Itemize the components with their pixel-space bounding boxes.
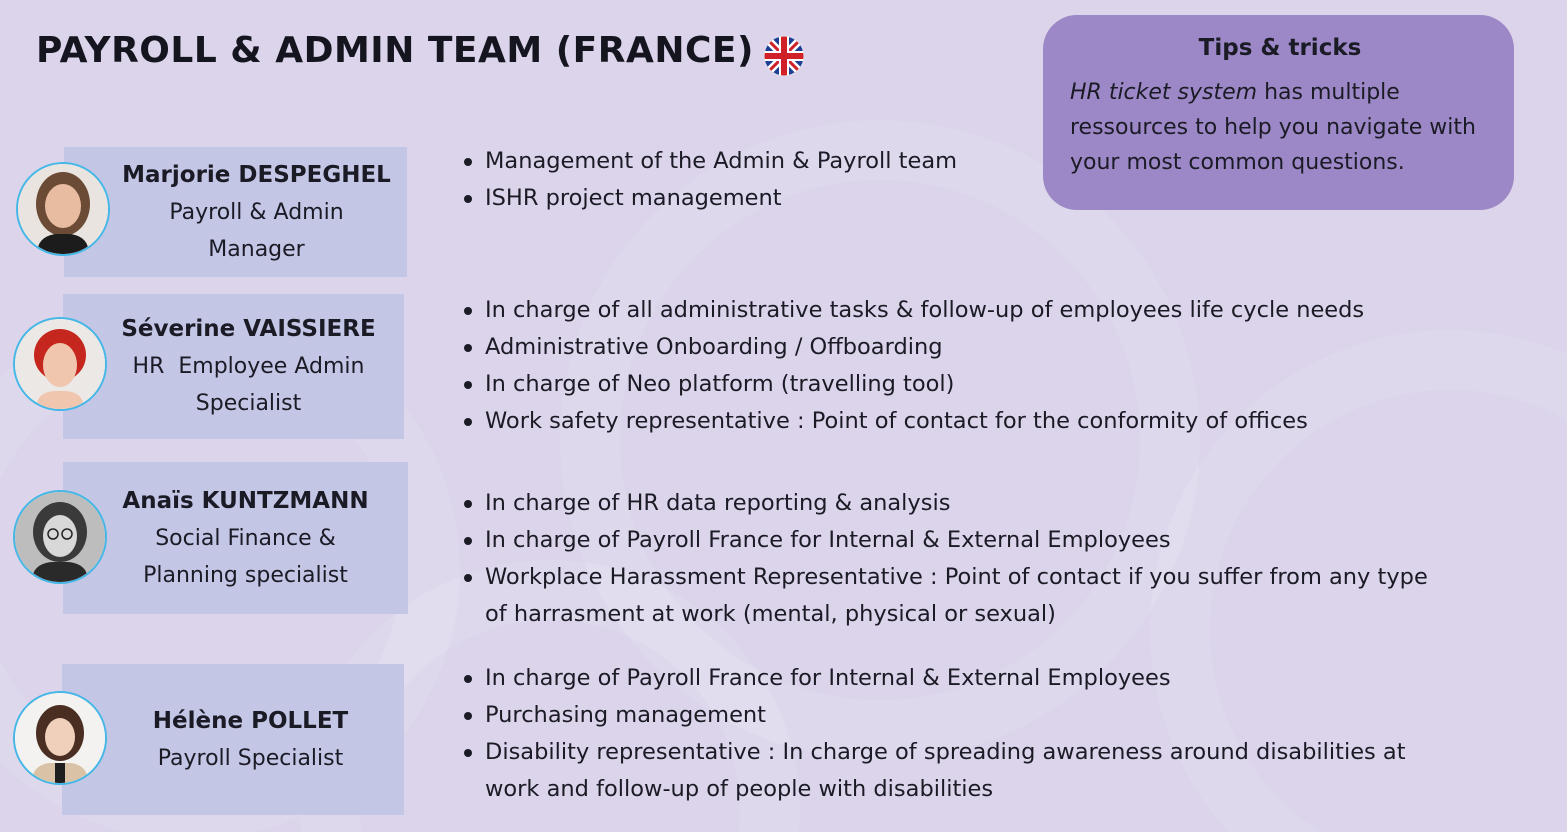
member-card — [64, 147, 407, 277]
person-photo-icon — [18, 164, 108, 254]
responsibility-list — [463, 143, 957, 217]
list-item: In charge of Payroll France for Internal & External Employees — [463, 660, 1406, 697]
member-name: Marjorie DESPEGHEL — [122, 161, 391, 188]
tips-title: Tips & tricks — [1198, 35, 1362, 61]
member-name: Hélène POLLET — [152, 707, 349, 734]
avatar — [16, 162, 110, 256]
avatar — [13, 691, 107, 785]
list-item: In charge of Neo platform (travelling tool) — [463, 366, 1364, 403]
list-item: Workplace Harassment Representative : Point of contact if you suffer from any type — [463, 559, 1428, 596]
tips-link-text: HR ticket system — [1070, 80, 1258, 105]
member-role: Social Finance & — [155, 525, 336, 551]
responsibility-list — [463, 485, 1428, 633]
list-item: Administrative Onboarding / Offboarding — [463, 329, 1364, 366]
tips-body: has multiple ressources to help you navigate with your most common questions. — [1070, 80, 1476, 175]
member-role: HR Employee Admin — [132, 354, 365, 379]
responsibility-list — [463, 660, 1406, 808]
person-photo-icon — [15, 693, 105, 783]
list-item: Purchasing management — [463, 697, 1406, 734]
member-name: Séverine VAISSIERE — [121, 316, 376, 342]
member-role: Manager — [208, 236, 305, 262]
list-item-continuation: work and follow-up of people with disabilities — [485, 776, 994, 802]
avatar — [13, 317, 107, 411]
list-item-continuation: of harrasment at work (mental, physical or sexual) — [485, 601, 1056, 627]
person-photo-icon — [15, 319, 105, 409]
list-item: Disability representative : In charge of spreading awareness around disabilities at — [463, 734, 1406, 771]
list-item: ISHR project management — [463, 180, 957, 217]
member-role: Payroll Specialist — [157, 745, 344, 771]
member-role: Payroll & Admin — [169, 199, 344, 225]
member-role: Planning specialist — [143, 562, 348, 588]
uk-flag-icon — [763, 35, 805, 77]
member-card — [63, 294, 404, 439]
person-photo-icon — [15, 492, 105, 582]
responsibility-list — [463, 292, 1364, 440]
list-item: Management of the Admin & Payroll team — [463, 143, 957, 180]
member-card — [62, 664, 404, 815]
list-item: In charge of all administrative tasks & follow-up of employees life cycle needs — [463, 292, 1364, 329]
tips-text — [1070, 75, 1490, 180]
list-item: In charge of HR data reporting & analysis — [463, 485, 1428, 522]
avatar — [13, 490, 107, 584]
tips-box — [1043, 15, 1514, 210]
member-name: Anaïs KUNTZMANN — [122, 487, 369, 514]
list-item: Work safety representative : Point of contact for the conformity of offices — [463, 403, 1364, 440]
page-title: PAYROLL & ADMIN TEAM (FRANCE) — [36, 30, 754, 71]
member-role: Specialist — [195, 391, 302, 416]
list-item: In charge of Payroll France for Internal & External Employees — [463, 522, 1428, 559]
member-card — [63, 462, 408, 614]
